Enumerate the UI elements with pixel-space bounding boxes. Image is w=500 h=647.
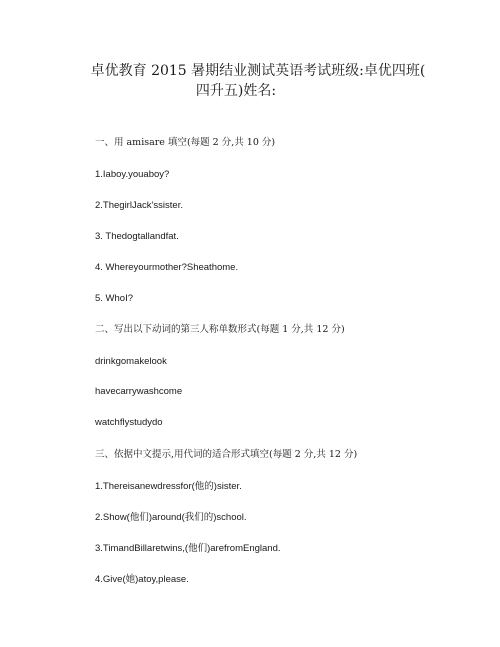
section-1-item-1: 1.Iaboy.youaboy? — [95, 169, 170, 180]
section-1-item-2: 2.ThegirlJack’ssister. — [95, 200, 183, 211]
section-1-item-3: 3. Thedogtallandfat. — [95, 231, 179, 242]
section-3-item-2: 2.Show(他们)around(我们的)school. — [95, 512, 247, 523]
section-2-item-3: watchflystudydo — [95, 417, 163, 428]
section-1-item-4: 4. Whereyourmother?Sheathome. — [95, 262, 239, 273]
section-2-item-1: drinkgomakelook — [95, 356, 167, 367]
document-title-line-1: 卓优教育 2015 暑期结业测试英语考试班级:卓优四班( — [90, 63, 426, 79]
section-3-item-1: 1.Thereisanewdressfor(他的)sister. — [95, 481, 242, 492]
document-title-line-2: 四升五)姓名: — [195, 83, 277, 99]
section-3-heading: 三、依据中文提示,用代词的适合形式填空(每题 2 分,共 12 分) — [95, 449, 358, 460]
section-2-heading: 二、写出以下动词的第三人称单数形式(每题 1 分,共 12 分) — [95, 324, 345, 335]
section-2-item-2: havecarrywashcome — [95, 386, 183, 397]
section-1-item-5: 5. WhoI? — [95, 293, 134, 304]
section-1-heading: 一、用 amisare 填空(每题 2 分,共 10 分) — [95, 137, 276, 148]
section-3-item-4: 4.Give(她)atoy,please. — [95, 574, 189, 585]
section-3-item-3: 3.TimandBillaretwins,(他们)arefromEngland. — [95, 543, 281, 554]
